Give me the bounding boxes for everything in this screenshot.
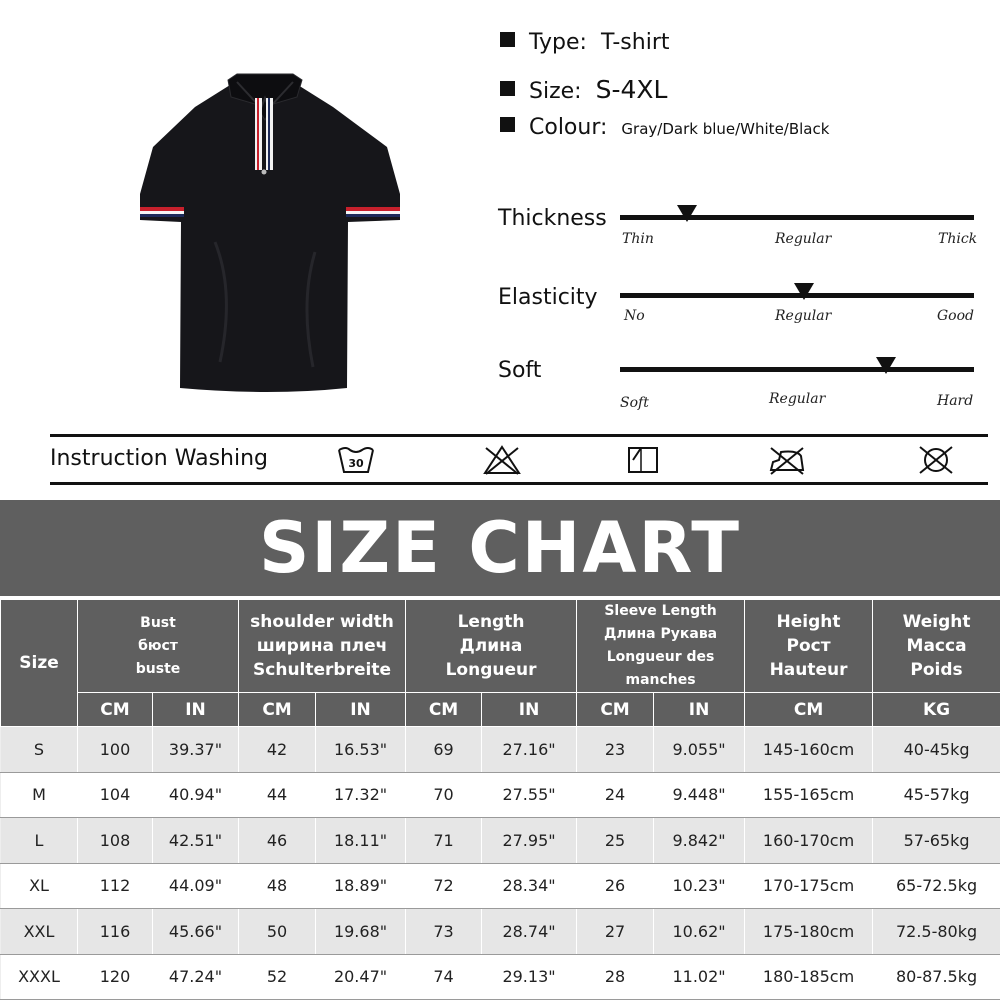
- rating-label-low: Thin: [622, 231, 654, 247]
- rating-label-high: Good: [937, 308, 975, 324]
- size-table: [0, 599, 1000, 1000]
- table-cell: 44.09": [153, 863, 239, 909]
- table-cell: 27: [577, 909, 654, 955]
- header-line: Schulterbreite: [253, 660, 391, 680]
- table-cell: 10.23": [654, 863, 745, 909]
- spec-key: Size:: [529, 79, 582, 104]
- unit-header: IN: [153, 693, 239, 727]
- table-cell: 9.842": [654, 818, 745, 864]
- header-line: Длина: [459, 636, 523, 656]
- table-cell: 42.51": [153, 818, 239, 864]
- rating-marker: [794, 283, 814, 300]
- product-photo: [125, 62, 415, 396]
- unit-header: KG: [873, 693, 1000, 727]
- table-cell: 116: [78, 909, 153, 955]
- tumble-dry-icon: [623, 444, 663, 476]
- table-cell: 73: [406, 909, 482, 955]
- wash-30-icon: [336, 444, 376, 476]
- no-bleach-icon: [482, 444, 522, 476]
- header-line: Рост: [786, 636, 831, 656]
- table-cell: 23: [577, 727, 654, 773]
- table-cell: 16.53": [316, 727, 406, 773]
- table-cell: 155-165cm: [745, 772, 873, 818]
- rating-bar: [620, 367, 974, 372]
- rating-label-mid: Regular: [769, 391, 826, 407]
- table-cell: 18.11": [316, 818, 406, 864]
- table-cell: 80-87.5kg: [873, 954, 1000, 1000]
- size-cell: S: [1, 727, 78, 773]
- left-cuff-stripes: [140, 207, 184, 217]
- header-line: shoulder width: [250, 612, 394, 632]
- table-row: [1, 818, 1000, 864]
- wash-temp: 30: [348, 457, 364, 470]
- size-cell: M: [1, 772, 78, 818]
- table-cell: 18.89": [316, 863, 406, 909]
- table-cell: 27.95": [482, 818, 577, 864]
- unit-header: IN: [482, 693, 577, 727]
- table-cell: 175-180cm: [745, 909, 873, 955]
- table-cell: 145-160cm: [745, 727, 873, 773]
- size-header: Size: [1, 600, 78, 727]
- table-cell: 120: [78, 954, 153, 1000]
- rating-label-low: No: [624, 308, 645, 324]
- rating-label-mid: Regular: [775, 231, 832, 247]
- header-line: бюст: [138, 637, 178, 654]
- header-line: Poids: [910, 660, 963, 680]
- column-group-header: [577, 600, 745, 693]
- spec-key: Colour:: [529, 115, 608, 140]
- table-cell: 28.74": [482, 909, 577, 955]
- divider-bottom: [50, 482, 988, 485]
- rating-bar: [620, 215, 974, 220]
- size-chart-title: SIZE CHART: [258, 507, 742, 589]
- table-cell: 40-45kg: [873, 727, 1000, 773]
- table-cell: 57-65kg: [873, 818, 1000, 864]
- table-row: [1, 954, 1000, 1000]
- table-cell: 25: [577, 818, 654, 864]
- table-cell: 45-57kg: [873, 772, 1000, 818]
- table-row: [1, 863, 1000, 909]
- table-units-row: [1, 693, 1000, 727]
- unit-header: IN: [316, 693, 406, 727]
- table-cell: 112: [78, 863, 153, 909]
- header-line: Длина Рукава: [603, 626, 718, 642]
- rating-label-high: Thick: [938, 231, 978, 247]
- table-cell: 39.37": [153, 727, 239, 773]
- rating-name: Soft: [498, 358, 542, 383]
- table-cell: 40.94": [153, 772, 239, 818]
- table-cell: 160-170cm: [745, 818, 873, 864]
- table-cell: 48: [239, 863, 316, 909]
- table-cell: 42: [239, 727, 316, 773]
- table-cell: 24: [577, 772, 654, 818]
- rating-label-high: Hard: [937, 393, 974, 409]
- header-line: Height: [776, 612, 841, 632]
- spec-value: T-shirt: [600, 30, 670, 55]
- table-cell: 44: [239, 772, 316, 818]
- table-header-row: [1, 600, 1000, 693]
- rating-label-low: Soft: [620, 395, 649, 411]
- size-chart-banner: [0, 500, 1000, 596]
- header-line: Length: [457, 612, 525, 632]
- column-group-header: [406, 600, 577, 693]
- header-line: Weight: [902, 612, 971, 632]
- column-group-header: [239, 600, 406, 693]
- table-cell: 26: [577, 863, 654, 909]
- table-body: [1, 727, 1000, 1000]
- header-line: manches: [625, 672, 696, 688]
- table-cell: 27.16": [482, 727, 577, 773]
- unit-header: IN: [654, 693, 745, 727]
- table-cell: 65-72.5kg: [873, 863, 1000, 909]
- table-cell: 69: [406, 727, 482, 773]
- table-cell: 72: [406, 863, 482, 909]
- unit-header: CM: [239, 693, 316, 727]
- rating-name: Thickness: [498, 206, 607, 231]
- size-cell: XXL: [1, 909, 78, 955]
- table-cell: 28: [577, 954, 654, 1000]
- table-cell: 70: [406, 772, 482, 818]
- size-cell: L: [1, 818, 78, 864]
- rating-label-mid: Regular: [775, 308, 832, 324]
- header-line: Bust: [140, 614, 176, 631]
- no-dry-clean-icon: [916, 444, 956, 476]
- table-cell: 170-175cm: [745, 863, 873, 909]
- header-line: Масса: [906, 636, 967, 656]
- table-row: [1, 772, 1000, 818]
- unit-header: CM: [577, 693, 654, 727]
- table-cell: 29.13": [482, 954, 577, 1000]
- header-line: Longueur des: [606, 649, 715, 665]
- bullet-square: [500, 32, 515, 47]
- table-cell: 100: [78, 727, 153, 773]
- size-cell: XL: [1, 863, 78, 909]
- right-cuff-stripes: [346, 207, 400, 217]
- rating-name: Elasticity: [498, 285, 598, 310]
- spec-size: [500, 75, 667, 104]
- size-cell: XXXL: [1, 954, 78, 1000]
- table-row: [1, 909, 1000, 955]
- column-group-header: [745, 600, 873, 693]
- table-cell: 20.47": [316, 954, 406, 1000]
- rating-marker: [876, 357, 896, 374]
- header-line: Sleeve Length: [604, 603, 717, 619]
- table-cell: 28.34": [482, 863, 577, 909]
- spec-value: Gray/Dark blue/White/Black: [621, 120, 830, 138]
- table-row: [1, 727, 1000, 773]
- washing-title: Instruction Washing: [50, 446, 268, 471]
- header-line: ширина плеч: [256, 636, 388, 656]
- bullet-square: [500, 81, 515, 96]
- spec-type: [500, 30, 670, 55]
- divider-top: [50, 434, 988, 437]
- table-cell: 46: [239, 818, 316, 864]
- unit-header: CM: [745, 693, 873, 727]
- table-cell: 10.62": [654, 909, 745, 955]
- spec-value: S-4XL: [595, 75, 668, 104]
- header-line: buste: [135, 660, 181, 677]
- bullet-square: [500, 117, 515, 132]
- table-cell: 50: [239, 909, 316, 955]
- table-cell: 27.55": [482, 772, 577, 818]
- header-line: Longueur: [445, 660, 537, 680]
- table-cell: 9.055": [654, 727, 745, 773]
- table-cell: 71: [406, 818, 482, 864]
- column-group-header: [873, 600, 1000, 693]
- table-cell: 47.24": [153, 954, 239, 1000]
- spec-colour: [500, 115, 829, 140]
- table-cell: 104: [78, 772, 153, 818]
- no-iron-icon: [767, 444, 807, 476]
- table-cell: 72.5-80kg: [873, 909, 1000, 955]
- table-cell: 108: [78, 818, 153, 864]
- column-group-header: [78, 600, 239, 693]
- table-cell: 180-185cm: [745, 954, 873, 1000]
- header-line: Hauteur: [769, 660, 848, 680]
- table-cell: 19.68": [316, 909, 406, 955]
- unit-header: CM: [78, 693, 153, 727]
- spec-key: Type:: [529, 30, 587, 55]
- rating-marker: [677, 205, 697, 222]
- unit-header: CM: [406, 693, 482, 727]
- table-cell: 9.448": [654, 772, 745, 818]
- table-cell: 74: [406, 954, 482, 1000]
- table-cell: 45.66": [153, 909, 239, 955]
- table-cell: 52: [239, 954, 316, 1000]
- table-cell: 17.32": [316, 772, 406, 818]
- table-cell: 11.02": [654, 954, 745, 1000]
